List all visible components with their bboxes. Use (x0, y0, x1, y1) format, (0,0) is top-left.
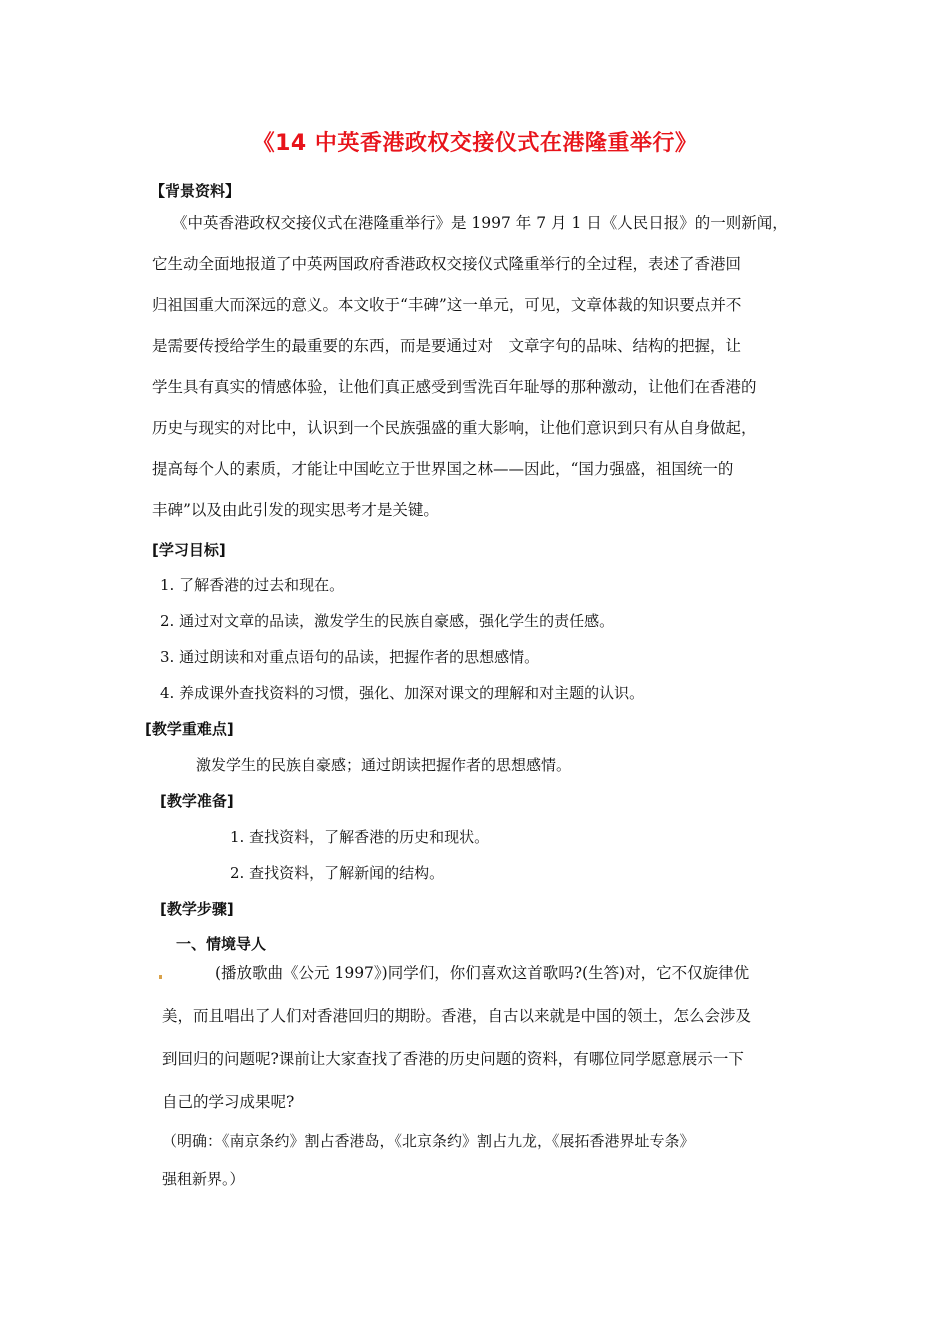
background-line-5: 学生具有真实的情感体验，让他们真正感受到雪洗百年耻辱的那种激动，让他们在香港的 (152, 378, 757, 396)
goal-item-3: 3. 通过朗读和对重点语句的品读，把握作者的思想感情。 (160, 648, 540, 666)
steps-line-2: 美，而且唱出了人们对香港回归的期盼。香港，自古以来就是中国的领土，怎么会涉及 (162, 1007, 752, 1025)
keypoints-text: 激发学生的民族自豪感；通过朗读把握作者的思想感情。 (196, 756, 572, 774)
goal-item-1: 1. 了解香港的过去和现在。 (160, 576, 345, 594)
goal-item-2: 2. 通过对文章的品读，激发学生的民族自豪感，强化学生的责任感。 (160, 612, 615, 630)
steps-note-line-2: 强租新界。） (162, 1170, 245, 1188)
steps-heading: [教学步骤] (160, 900, 234, 918)
background-line-7: 提高每个人的素质，才能让中国屹立于世界国之林——因此，“国力强盛，祖国统一的 (152, 460, 734, 478)
paragraph-mark (159, 975, 162, 979)
goal-item-4: 4. 养成课外查找资料的习惯，强化、加深对课文的理解和对主题的认识。 (160, 684, 645, 702)
background-line-4: 是需要传授给学生的最重要的东西，而是要通过对 文章字句的品味、结构的把握，让 (152, 337, 742, 355)
steps-note-line-1: （明确：《南京条约》割占香港岛，《北京条约》割占九龙，《展拓香港界址专条》 (162, 1132, 695, 1150)
keypoints-heading: [教学重难点] (145, 720, 234, 738)
page-title: 《14 中英香港政权交接仪式在港隆重举行》 (252, 131, 698, 156)
preparation-item-2: 2. 查找资料，了解新闻的结构。 (230, 864, 445, 882)
steps-line-4: 自己的学习成果呢? (162, 1093, 295, 1111)
background-line-3: 归祖国重大而深远的意义。本文收于“丰碑”这一单元，可见，文章体裁的知识要点并不 (152, 296, 742, 314)
steps-line-3: 到回归的问题呢?课前让大家查找了香港的历史问题的资料，有哪位同学愿意展示一下 (162, 1050, 744, 1068)
goals-heading: [学习目标] (152, 541, 226, 559)
background-line-6: 历史与现实的对比中，认识到一个民族强盛的重大影响，让他们意识到只有从自身做起， (152, 419, 757, 437)
preparation-heading: [教学准备] (160, 792, 234, 810)
background-line-1: 《中英香港政权交接仪式在港隆重举行》是 1997 年 7 月 1 日《人民日报》的一则新闻， (172, 214, 788, 232)
background-line-8: 丰碑”以及由此引发的现实思考才是关键。 (152, 501, 439, 519)
background-line-2: 它生动全面地报道了中英两国政府香港政权交接仪式隆重举行的全过程，表述了香港回 (152, 255, 742, 273)
background-heading: 【背景资料】 (150, 182, 241, 200)
steps-subheading: 一、情境导人 (176, 935, 267, 953)
steps-line-1: (播放歌曲《公元 1997》)同学们，你们喜欢这首歌吗?(生答)对，它不仅旋律优 (215, 964, 750, 982)
preparation-item-1: 1. 查找资料，了解香港的历史和现状。 (230, 828, 490, 846)
